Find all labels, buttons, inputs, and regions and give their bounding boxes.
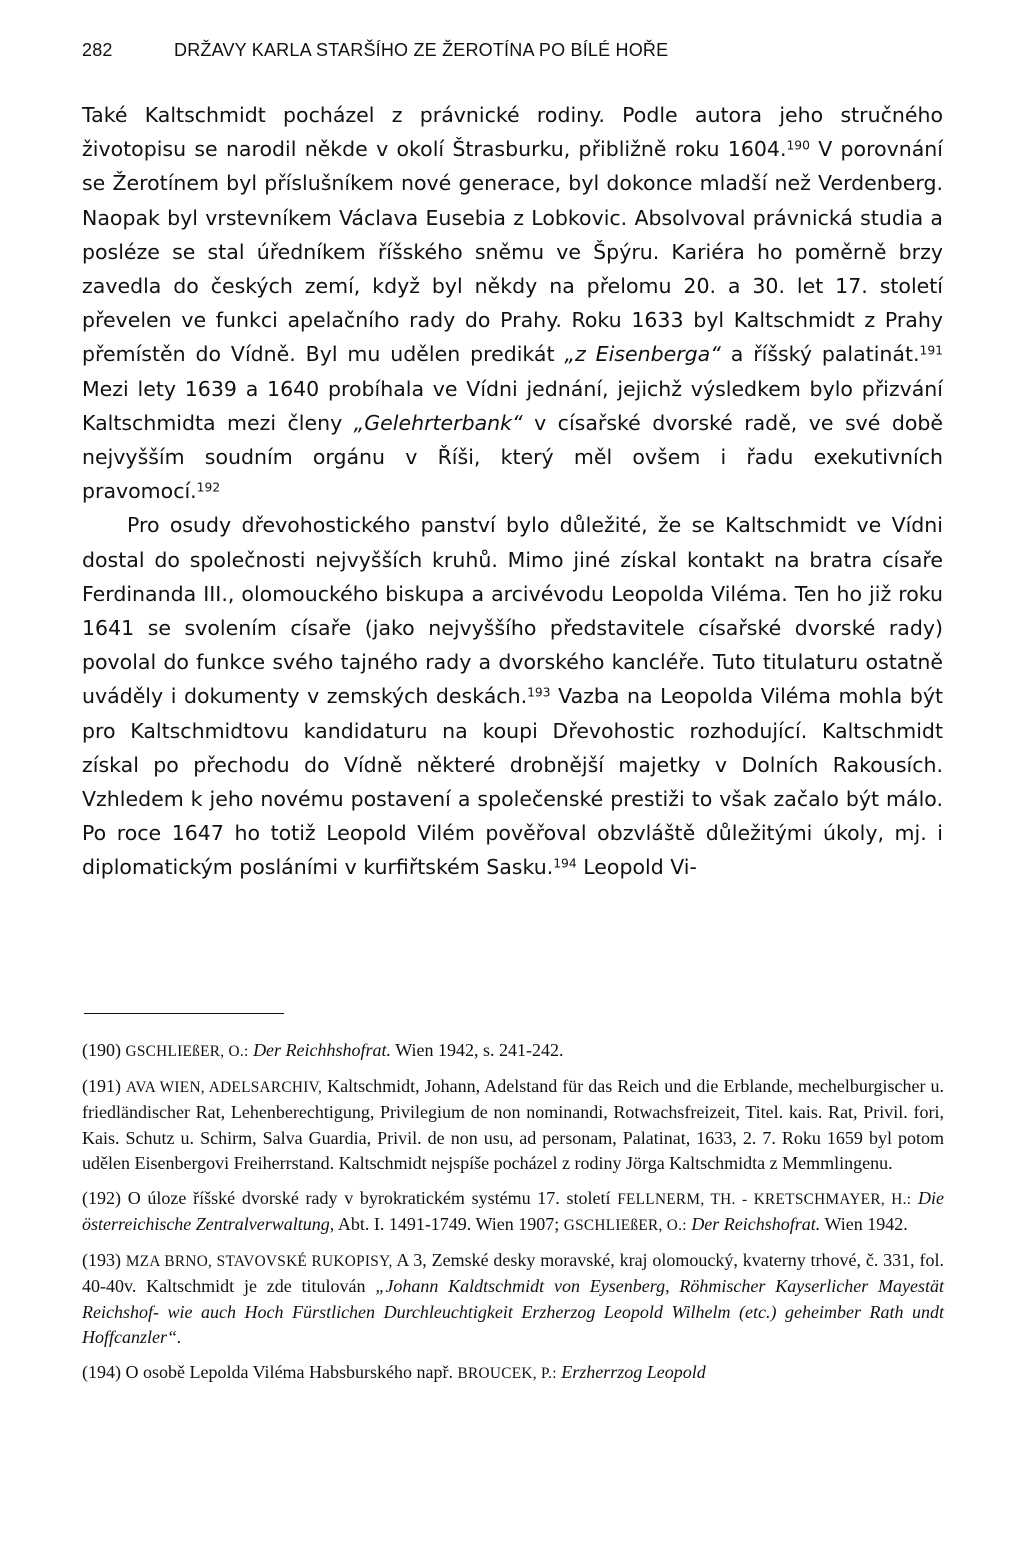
text-run: Mezi lety 1639 a 1640 probíhala ve Vídni jednání, jejichž výsledkem bylo přizvání Kaltschmidta mezi členy <box>82 376 943 435</box>
footnote-separator <box>84 1013 284 1014</box>
footnote-number: (190) <box>82 1040 121 1060</box>
footnote-194 <box>82 1360 944 1387</box>
text-run: Pro osudy dřevohostického panství bylo důležité, že se Kaltschmidt ve Vídni dostal do společnosti nejvyšších kruhů. Mimo jiné získal kontakt na bratra císaře Ferdinanda III., olomouckého biskupa a arcivévodu Leopolda Viléma. Ten ho již roku 1641 se svolením císaře (jako nejvyššího představitele císařské dvorské rady) povolal do funkce svého tajného rady a dvorského kancléře. Tuto titulaturu ostatně uváděly i dokumenty v zemských deskách. <box>82 513 943 709</box>
text-run: A 3, Zemské desky moravské, kraj olomoucký, kvaterny trhové, č. 331, fol. 40-40v. Kaltschmidt je zde titulován <box>82 1249 944 1296</box>
paragraph-2 <box>82 508 943 884</box>
paragraph-1 <box>82 98 943 508</box>
text-run: Také Kaltschmidt pocházel z právnické rodiny. Podle autora jeho stručného životopisu se narodil někde v okolí Štrasburku, přibližně roku 1604. <box>82 103 943 162</box>
footnote-ref-191: 191 <box>919 343 943 358</box>
footnote-number: (194) <box>82 1361 121 1382</box>
text-run: V porovnání se Žerotínem byl příslušníkem nové generace, byl dokonce mladší než Verdenberg. Naopak byl vrstevníkem Václava Eusebia z Lobkovic. Absolvoval právnická studia a posléze se stal úředníkem říšského sněmu ve Špýru. Kariéra ho poměrně brzy zavedla do českých zemí, když byl někdy na přelomu 20. a 30. let 17. století převelen ve funkci apelačního rady do Prahy. Roku 1633 byl Kaltschmidt z Prahy přemístěn do Vídně. Byl mu udělen predikát <box>82 137 943 367</box>
author: GSCHLIEßER, O.: <box>563 1217 687 1234</box>
text-run: O osobě Lepolda Viléma Habsburského např. <box>125 1361 458 1382</box>
italic-run: „z Eisenberga“ <box>564 342 721 367</box>
footnote-191 <box>82 1074 944 1177</box>
archive: AVA WIEN, ADELSARCHIV, <box>126 1078 323 1096</box>
footnote-number: (191) <box>82 1075 121 1096</box>
running-title: DRŽAVY KARLA STARŠÍHO ZE ŽEROTÍNA PO BÍLÉ HOŘE <box>174 40 669 60</box>
footnote-192 <box>82 1186 944 1239</box>
text-run: Leopold Vi- <box>576 855 697 880</box>
title: Der Reichhshofrat. <box>253 1040 392 1060</box>
main-text <box>82 98 943 885</box>
title: Erzherrzog Leopold <box>561 1361 706 1382</box>
text-run: Vazba na Leopolda Viléma mohla být pro Kaltschmidtovu kandidaturu na koupi Dřevohostic rozhodující. Kaltschmidt získal po přechodu do Vídně některé drobnější majetky v Dolních Rakousích. Vzhledem k jeho novému postavení a společenské prestiži to však začalo být málo. Po roce 1647 ho totiž Leopold Vilém pověřoval obzvláště důležitými úkoly, mj. i diplomatickým posláními v kurfiřtském Sasku. <box>82 684 943 880</box>
text-run: Wien 1942, s. 241-242. <box>391 1040 564 1060</box>
text-run: Wien 1942. <box>820 1214 908 1234</box>
author: GSCHLIEßER, O.: <box>125 1043 249 1060</box>
text-run: Kaltschmidt, Johann, Adelstand für das Reich und die Erblande, mechelburgischer u. friedländischer Rat, Lehenberechtigung, Privilegium de non nominandi, Rotwachsfreizeit, Titel. kais. Rat, Privil. fori, Kais. Schutz u. Schirm, Salva Guardia, Privil. de non usu, ad personam, Palatinat, 1633, 2. 7. Roku 1659 byl potom udělen Eisenbergovi Freiherrstand. Kaltschmidt nejspíše pocházel z rodiny Jörga Kaltschmidta z Memmlingenu. <box>82 1075 944 1173</box>
footnote-193 <box>82 1248 944 1351</box>
text-run: a říšský palatinát. <box>720 342 920 367</box>
text-run: Abt. I. 1491-1749. Wien 1907; <box>334 1214 564 1234</box>
text-run: v císařské dvorské radě, ve své době nejvyšším soudním orgánu v Říši, který měl ovšem i řadu exekutivních pravomocí. <box>82 410 943 504</box>
author: FELLNERM, TH. - KRETSCHMAYER, H.: <box>617 1190 912 1208</box>
page-number: 282 <box>82 40 113 60</box>
quote: „Johann Kaldtschmidt von Eysenberg, Röhmischer Kayserlicher Mayestät Reichshof- wie auch Hoch Fürstlichen Durchleuchtigkeit Erzherzog Leopold Wilhelm (etc.) geheimber Rath undt Hoffcanzler“. <box>82 1276 944 1347</box>
footnote-ref-190: 190 <box>786 138 810 153</box>
footnotes <box>82 1038 944 1395</box>
running-header <box>82 40 952 61</box>
footnote-ref-194: 194 <box>553 856 577 871</box>
footnote-number: (192) <box>82 1187 121 1208</box>
footnote-190 <box>82 1038 944 1065</box>
italic-run: „Gelehrterbank“ <box>353 410 523 435</box>
footnote-number: (193) <box>82 1249 121 1270</box>
archive: MZA BRNO, STAVOVSKÉ RUKOPISY, <box>125 1252 393 1270</box>
title: Die österreichische Zentralverwaltung, <box>82 1187 945 1234</box>
title: Der Reichshofrat. <box>691 1214 821 1234</box>
footnote-ref-193: 193 <box>527 685 551 700</box>
author: BROUCEK, P.: <box>457 1364 557 1382</box>
text-run: O úloze říšské dvorské rady v byrokratickém systému 17. století <box>127 1187 618 1208</box>
footnote-ref-192: 192 <box>196 480 221 495</box>
